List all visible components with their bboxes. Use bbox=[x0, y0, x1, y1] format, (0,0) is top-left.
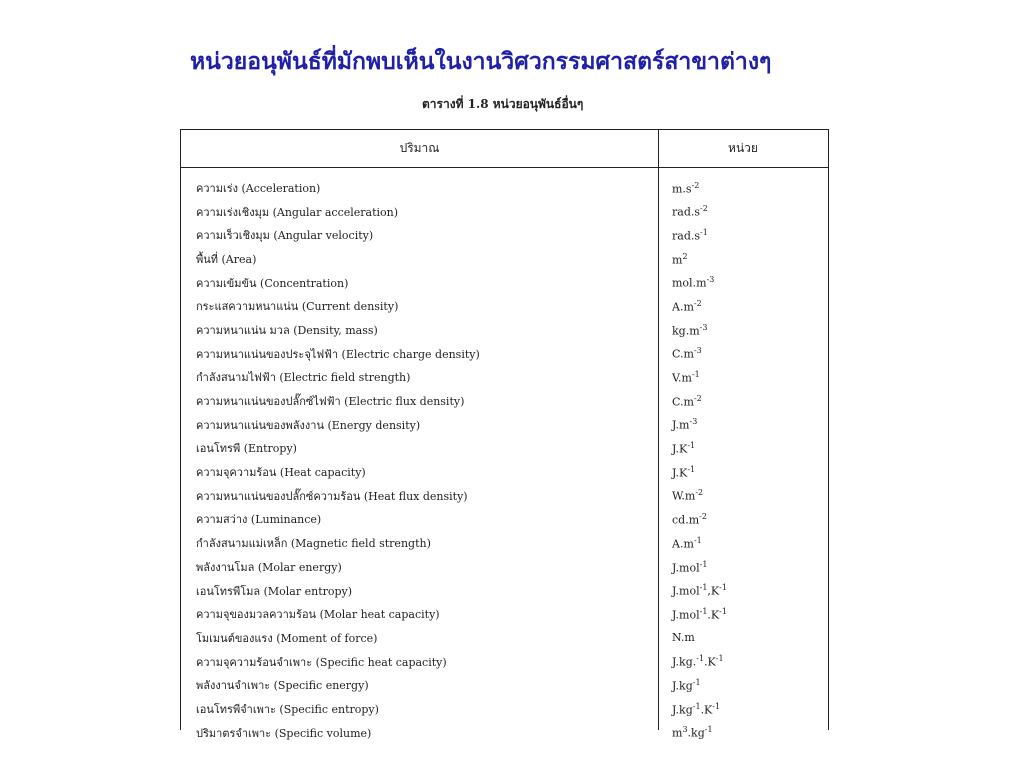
unit-cell: $J.mol^{-1},K^{-1}$ bbox=[672, 583, 727, 598]
table-row bbox=[181, 531, 828, 555]
unit-cell: J.mol$^{-1}$ bbox=[672, 559, 708, 575]
unit-cell: $J.K^{-1}$ bbox=[672, 464, 696, 480]
unit-cell: $rad.s^{-2}$ bbox=[672, 204, 708, 219]
quantity-cell: กระแสความหนาแน่น (Current density) bbox=[196, 300, 399, 314]
quantity-cell: พื้นที่ (Area) bbox=[196, 252, 257, 266]
quantity-cell: ความหนาแน่นของประจุไฟฟ้า (Electric charge density) bbox=[196, 347, 480, 361]
table-row bbox=[181, 389, 828, 413]
table-row bbox=[181, 602, 828, 626]
unit-cell: $C.m^{-2}$ bbox=[672, 393, 702, 409]
unit-cell: $J.m^{-3}$ bbox=[672, 417, 698, 433]
table-row bbox=[181, 271, 828, 295]
table-row bbox=[181, 721, 828, 745]
quantity-cell: ความหนาแน่นของปลั๊กซ์ไฟฟ้า (Electric flux density) bbox=[196, 395, 465, 409]
unit-cell: $A.m^{-1}$ bbox=[672, 535, 702, 551]
table-row bbox=[181, 555, 828, 579]
quantity-cell: ความหนาแน่นของพลังงาน (Energy density) bbox=[196, 418, 421, 432]
table-row bbox=[181, 247, 828, 271]
unit-cell: $kg.m^{-3}$ bbox=[672, 322, 708, 338]
table-row bbox=[181, 508, 828, 532]
table-row bbox=[181, 342, 828, 366]
unit-cell: $V.m^{-1}$ bbox=[672, 370, 700, 385]
table-row bbox=[181, 413, 828, 437]
unit-cell: $J.kg^{-1}$ bbox=[672, 677, 701, 693]
table-row bbox=[181, 484, 828, 508]
table-row bbox=[181, 200, 828, 224]
unit-cell: $W.m^{-2}$ bbox=[672, 488, 704, 504]
quantity-cell: ความเร่งเชิงมุม (Angular acceleration) bbox=[196, 205, 399, 219]
table-row bbox=[181, 579, 828, 603]
table-row bbox=[181, 176, 828, 200]
table-row bbox=[181, 366, 828, 390]
table-row bbox=[181, 697, 828, 721]
header-unit: หน่วย bbox=[728, 141, 758, 155]
table-row bbox=[181, 460, 828, 484]
unit-cell: $mol.m^{-3}$ bbox=[672, 275, 715, 290]
quantity-cell: เอนโทรพีจำเพาะ (Specific entropy) bbox=[196, 702, 379, 716]
quantity-cell: ความหนาแน่นของปลั๊กซ์ความร้อน (Heat flux density) bbox=[196, 489, 468, 503]
unit-cell: $cd.m^{-2}$ bbox=[672, 512, 707, 527]
unit-cell: $J.kg.^{-1}.K^{-1}$ bbox=[672, 654, 724, 669]
unit-cell: $rad.s^{-1}$ bbox=[672, 227, 708, 243]
table-row bbox=[181, 673, 828, 697]
quantity-cell: ความจุของมวลความร้อน (Molar heat capacity) bbox=[196, 608, 440, 622]
quantity-cell: ความจุความร้อนจำเพาะ (Specific heat capacity) bbox=[196, 655, 447, 669]
quantity-cell: เอนโทรพี (Entropy) bbox=[196, 442, 297, 456]
quantity-cell: ความเร็วเชิงมุม (Angular velocity) bbox=[196, 229, 374, 243]
quantity-cell: ความจุความร้อน (Heat capacity) bbox=[196, 466, 366, 480]
unit-cell: $J.mol^{-1}.K^{-1}$ bbox=[672, 606, 727, 622]
quantity-cell: พลังงานโมล (Molar energy) bbox=[196, 560, 342, 574]
unit-cell: $A.m^{-2}$ bbox=[672, 298, 702, 314]
quantity-cell: กำลังสนามแม่เหล็ก (Magnetic field strength) bbox=[196, 537, 431, 551]
unit-cell: $J.K^{-1}$ bbox=[672, 441, 696, 456]
table-row bbox=[181, 223, 828, 247]
slide-title: หน่วยอนุพันธ์ที่มักพบเห็นในงานวิศวกรรมศาสตร์สาขาต่างๆ bbox=[190, 48, 772, 75]
unit-cell: $m^2$ bbox=[672, 251, 688, 267]
unit-cell: N.m bbox=[672, 631, 695, 645]
quantity-cell: เอนโทรพีโมล (Molar entropy) bbox=[196, 584, 353, 598]
quantity-cell: ความเข้มข้น (Concentration) bbox=[196, 276, 349, 290]
quantity-cell: ความหนาแน่น มวล (Density, mass) bbox=[196, 323, 378, 337]
unit-cell: $J.kg^{-1}.K^{-1}$ bbox=[672, 701, 721, 717]
unit-cell: $m.s^{-2}$ bbox=[672, 180, 700, 196]
unit-cell: $m^3.kg^{-1}$ bbox=[672, 725, 713, 740]
quantity-cell: พลังงานจำเพาะ (Specific energy) bbox=[196, 679, 369, 693]
table-row bbox=[181, 626, 828, 650]
quantity-cell: โมเมนต์ของแรง (Moment of force) bbox=[196, 631, 378, 645]
header-quantity: ปริมาณ bbox=[399, 141, 440, 155]
units-table bbox=[180, 129, 829, 740]
quantity-cell: กำลังสนามไฟฟ้า (Electric field strength) bbox=[196, 371, 411, 385]
table-caption: ตารางที่ 1.8 หน่วยอนุพันธ์อื่นๆ bbox=[422, 97, 584, 111]
table-body bbox=[181, 168, 828, 745]
quantity-cell: ความสว่าง (Luminance) bbox=[196, 513, 322, 527]
quantity-cell: ปริมาตรจำเพาะ (Specific volume) bbox=[196, 726, 372, 740]
table-row bbox=[181, 437, 828, 461]
table-row bbox=[181, 294, 828, 318]
unit-cell: $C.m^{-3}$ bbox=[672, 346, 702, 361]
quantity-cell: ความเร่ง (Acceleration) bbox=[196, 181, 321, 195]
table-row bbox=[181, 318, 828, 342]
table-row bbox=[181, 650, 828, 674]
table-header bbox=[181, 130, 828, 168]
